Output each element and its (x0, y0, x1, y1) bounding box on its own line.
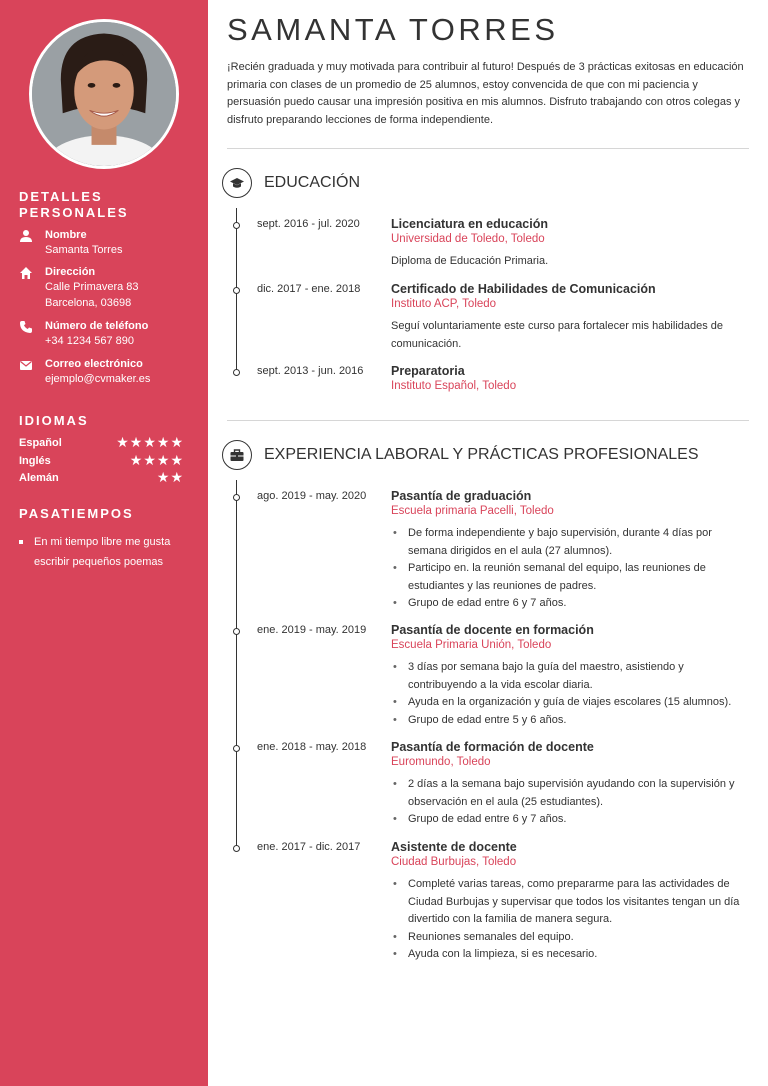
language-item (19, 454, 184, 470)
profile-summary: ¡Recién graduada y muy motivada para contribuir al futuro! Después de 3 prácticas exitosas en educación primaria con clases de un promedio de 25 alumnos, estoy convencida de que con mi paciencia y persuasión puedo causar una impresión positiva en mis alumnos. Disfruto trabajando con otros colegas y disfruto preparando lecciones de forma independiente. (227, 61, 744, 126)
entry-organization: Escuela Primaria Unión, Toledo (391, 639, 552, 651)
phone-icon (19, 320, 33, 334)
detail-name (19, 228, 199, 258)
detail-address-label: Dirección (45, 266, 96, 278)
detail-email-value: ejemplo@cvmaker.es (45, 373, 151, 385)
briefcase-icon (229, 447, 245, 463)
detail-email (19, 357, 199, 387)
divider (227, 148, 749, 149)
graduation-cap-icon (229, 175, 245, 191)
person-icon (19, 229, 33, 243)
entry-organization: Instituto ACP, Toledo (391, 298, 497, 310)
home-icon (19, 266, 33, 280)
detail-name-value: Samanta Torres (45, 244, 123, 256)
star-rating-icon: ★★★★★ (116, 434, 184, 450)
language-item (19, 471, 184, 487)
entry-date: ene. 2018 - may. 2018 (257, 741, 367, 753)
sidebar (0, 0, 208, 1086)
detail-email-label: Correo electrónico (45, 358, 143, 370)
entry-title: Pasantía de formación de docente (391, 740, 594, 754)
detail-address (19, 265, 199, 311)
languages-heading: IDIOMAS (19, 413, 89, 428)
experience-title: EXPERIENCIA LABORAL Y PRÁCTICAS PROFESIONALES (264, 446, 699, 463)
hobby-text: En mi tiempo libre me gusta escribir pequeños poemas (34, 536, 171, 568)
entry-date: dic. 2017 - ene. 2018 (257, 283, 361, 295)
star-rating-icon: ★★★★ (129, 452, 184, 468)
timeline-dot (233, 845, 240, 852)
personal-details-heading: DETALLES PERSONALES (19, 189, 129, 220)
bullet-icon (19, 540, 23, 544)
list-item: • Participo en. la reunión semanal del equipo, las reuniones de estudiantes y las reuniones de padres. (393, 560, 743, 595)
list-item: • Ayuda en la organización y guía de viajes escolares (15 alumnos). (393, 694, 743, 712)
entry-organization: Ciudad Burbujas, Toledo (391, 856, 517, 868)
entry-task-list (393, 876, 743, 964)
entry-description: Diploma de Educación Primaria. (391, 255, 549, 267)
entry-organization: Universidad de Toledo, Toledo (391, 233, 545, 245)
list-item: • Grupo de edad entre 6 y 7 años. (393, 811, 743, 829)
timeline-dot (233, 745, 240, 752)
list-item: • Completé varias tareas, como prepararme para las actividades de Ciudad Burbujas y supervisar que todos los visitantes tengan un día divertido con la familia de manera segura. (393, 876, 743, 929)
list-item: • Grupo de edad entre 5 y 6 años. (393, 712, 743, 730)
entry-date: sept. 2013 - jun. 2016 (257, 365, 364, 377)
entry-title: Preparatoria (391, 364, 465, 378)
entry-date: ago. 2019 - may. 2020 (257, 490, 367, 502)
language-name: Alemán (19, 472, 59, 484)
mail-icon (19, 358, 33, 372)
candidate-name: SAMANTA TORRES (227, 12, 559, 47)
language-name: Español (19, 437, 62, 449)
list-item: • De forma independiente y bajo supervisión, durante 4 días por semana dirigidos en el aula (27 alumnos). (393, 525, 743, 560)
detail-phone-value: +34 1234 567 890 (45, 335, 135, 347)
detail-name-label: Nombre (45, 229, 87, 241)
entry-date: ene. 2017 - dic. 2017 (257, 841, 361, 853)
detail-phone-label: Número de teléfono (45, 320, 149, 332)
list-item: • Ayuda con la limpieza, si es necesario. (393, 946, 743, 964)
timeline-dot (233, 369, 240, 376)
list-item: • 2 días a la semana bajo supervisión ayudando con la supervisión y observación en el aula (25 estudiantes). (393, 776, 743, 811)
entry-title: Licenciatura en educación (391, 217, 548, 231)
entry-title: Pasantía de docente en formación (391, 623, 594, 637)
portrait-image (32, 22, 176, 166)
entry-description: Seguí voluntariamente este curso para fortalecer mis habilidades de comunicación. (391, 320, 724, 350)
language-item (19, 436, 184, 452)
hobbies-heading: PASATIEMPOS (19, 506, 134, 521)
entry-title: Asistente de docente (391, 840, 517, 854)
timeline-dot (233, 222, 240, 229)
entry-date: sept. 2016 - jul. 2020 (257, 218, 360, 230)
entry-task-list (393, 525, 743, 613)
detail-address-value: Calle Primavera 83 Barcelona, 03698 (45, 281, 139, 309)
star-rating-icon: ★★ (156, 469, 184, 485)
detail-phone (19, 319, 199, 349)
entry-date: ene. 2019 - may. 2019 (257, 624, 367, 636)
timeline-dot (233, 494, 240, 501)
profile-photo (29, 19, 179, 169)
entry-organization: Euromundo, Toledo (391, 756, 491, 768)
entry-title: Certificado de Habilidades de Comunicación (391, 282, 656, 296)
entry-organization: Instituto Español, Toledo (391, 380, 517, 392)
entry-task-list (393, 776, 743, 829)
list-item: • Grupo de edad entre 6 y 7 años. (393, 595, 743, 613)
entry-task-list (393, 659, 743, 729)
education-section-icon (222, 168, 252, 198)
timeline-dot (233, 287, 240, 294)
list-item: • 3 días por semana bajo la guía del maestro, asistiendo y contribuyendo a la vida escolar diaria. (393, 659, 743, 694)
education-title: EDUCACIÓN (264, 174, 361, 191)
experience-timeline (236, 480, 237, 850)
list-item: • Reuniones semanales del equipo. (393, 929, 743, 947)
entry-organization: Escuela primaria Pacelli, Toledo (391, 505, 554, 517)
timeline-dot (233, 628, 240, 635)
experience-section-icon (222, 440, 252, 470)
divider (227, 420, 749, 421)
entry-title: Pasantía de graduación (391, 489, 532, 503)
language-name: Inglés (19, 455, 51, 467)
